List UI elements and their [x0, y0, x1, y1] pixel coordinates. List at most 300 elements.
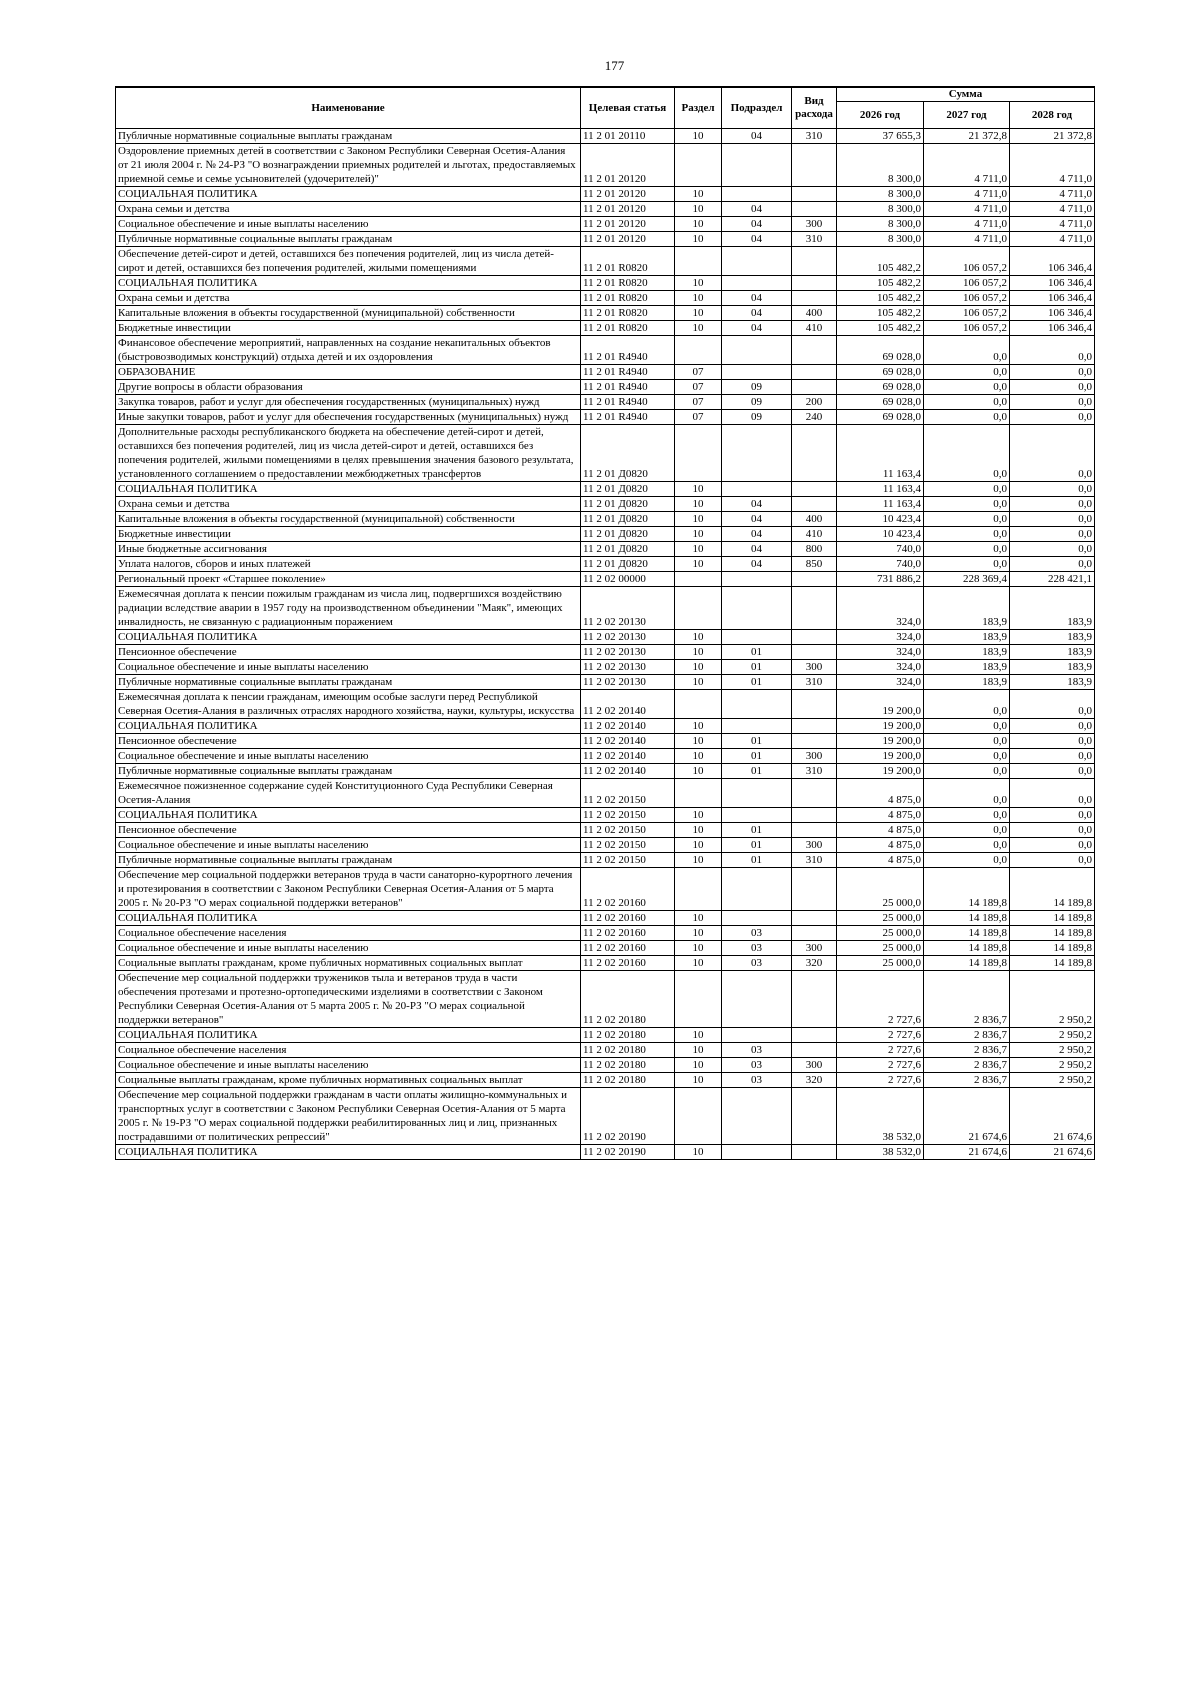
cell-2026: 69 028,0	[837, 380, 924, 395]
cell-expense-type	[792, 336, 837, 365]
cell-2026: 11 163,4	[837, 425, 924, 482]
table-row	[116, 941, 1095, 956]
cell-target: 11 2 02 20180	[581, 1073, 675, 1088]
cell-subsection	[722, 690, 792, 719]
cell-section	[675, 572, 722, 587]
table-row	[116, 587, 1095, 630]
cell-target: 11 2 01 R4940	[581, 365, 675, 380]
cell-2026: 105 482,2	[837, 321, 924, 336]
cell-name: Дополнительные расходы республиканского бюджета на обеспечение детей-сирот и детей, оставшихся без попечения родителей, лиц из числа детей-сирот и детей, оставшихся без попечения родителей, жилыми помещениями в целях превышения значения базового результата, установленного соглашением о предоставлении межбюджетных трансфертов	[116, 425, 581, 482]
cell-expense-type	[792, 808, 837, 823]
cell-target: 11 2 02 20140	[581, 719, 675, 734]
cell-section: 10	[675, 719, 722, 734]
cell-2028: 183,9	[1010, 587, 1095, 630]
table-row	[116, 1043, 1095, 1058]
cell-2028: 0,0	[1010, 823, 1095, 838]
cell-2026: 4 875,0	[837, 808, 924, 823]
cell-name: Охрана семьи и детства	[116, 291, 581, 306]
cell-2027: 106 057,2	[924, 291, 1010, 306]
cell-section	[675, 247, 722, 276]
cell-2028: 14 189,8	[1010, 941, 1095, 956]
cell-target: 11 2 02 20150	[581, 853, 675, 868]
cell-2028: 2 950,2	[1010, 1058, 1095, 1073]
table-row	[116, 823, 1095, 838]
cell-section: 10	[675, 482, 722, 497]
table-row	[116, 187, 1095, 202]
cell-section: 10	[675, 956, 722, 971]
cell-2027: 14 189,8	[924, 911, 1010, 926]
cell-target: 11 2 02 20190	[581, 1088, 675, 1145]
cell-section: 10	[675, 187, 722, 202]
cell-2028: 0,0	[1010, 853, 1095, 868]
cell-2027: 4 711,0	[924, 202, 1010, 217]
cell-2026: 740,0	[837, 557, 924, 572]
cell-target: 11 2 01 R4940	[581, 336, 675, 365]
cell-name: Охрана семьи и детства	[116, 497, 581, 512]
cell-subsection: 04	[722, 129, 792, 144]
table-body	[116, 129, 1095, 1160]
cell-2028: 14 189,8	[1010, 926, 1095, 941]
cell-target: 11 2 02 20140	[581, 749, 675, 764]
cell-subsection	[722, 187, 792, 202]
cell-section: 10	[675, 1043, 722, 1058]
cell-target: 11 2 01 R0820	[581, 247, 675, 276]
cell-section: 10	[675, 749, 722, 764]
budget-table	[115, 86, 1095, 1160]
header-target: Целевая статья	[581, 87, 675, 129]
cell-2027: 0,0	[924, 853, 1010, 868]
cell-2027: 14 189,8	[924, 941, 1010, 956]
cell-expense-type: 310	[792, 675, 837, 690]
cell-section: 10	[675, 838, 722, 853]
cell-expense-type	[792, 497, 837, 512]
cell-2026: 105 482,2	[837, 247, 924, 276]
cell-expense-type: 410	[792, 527, 837, 542]
cell-name: Социальное обеспечение и иные выплаты населению	[116, 660, 581, 675]
cell-2028: 0,0	[1010, 557, 1095, 572]
cell-expense-type: 320	[792, 956, 837, 971]
cell-target: 11 2 02 20150	[581, 779, 675, 808]
table-row	[116, 247, 1095, 276]
cell-2028: 106 346,4	[1010, 276, 1095, 291]
cell-2027: 21 674,6	[924, 1145, 1010, 1160]
cell-2028: 0,0	[1010, 482, 1095, 497]
cell-name: СОЦИАЛЬНАЯ ПОЛИТИКА	[116, 482, 581, 497]
cell-expense-type	[792, 144, 837, 187]
cell-section: 10	[675, 823, 722, 838]
cell-expense-type	[792, 380, 837, 395]
cell-2026: 324,0	[837, 587, 924, 630]
cell-2028: 0,0	[1010, 527, 1095, 542]
cell-2027: 2 836,7	[924, 971, 1010, 1028]
cell-name: Оздоровление приемных детей в соответствии с Законом Республики Северная Осетия-Алания от 21 июля 2004 г. № 24-РЗ "О вознаграждении приемных родителей и льготах, предоставляемых приемной семье и семье усыновителей (удочерителей)"	[116, 144, 581, 187]
table-row	[116, 645, 1095, 660]
cell-2027: 0,0	[924, 365, 1010, 380]
cell-2026: 69 028,0	[837, 395, 924, 410]
cell-expense-type: 300	[792, 749, 837, 764]
cell-section: 10	[675, 660, 722, 675]
table-row	[116, 868, 1095, 911]
cell-expense-type: 310	[792, 853, 837, 868]
cell-target: 11 2 01 Д0820	[581, 527, 675, 542]
cell-2027: 0,0	[924, 395, 1010, 410]
cell-2028: 106 346,4	[1010, 247, 1095, 276]
table-row	[116, 527, 1095, 542]
cell-2026: 4 875,0	[837, 838, 924, 853]
table-row	[116, 336, 1095, 365]
cell-target: 11 2 01 R4940	[581, 410, 675, 425]
cell-name: Охрана семьи и детства	[116, 202, 581, 217]
cell-2027: 106 057,2	[924, 247, 1010, 276]
table-row	[116, 734, 1095, 749]
cell-name: СОЦИАЛЬНАЯ ПОЛИТИКА	[116, 276, 581, 291]
cell-2026: 69 028,0	[837, 336, 924, 365]
cell-2026: 8 300,0	[837, 232, 924, 247]
table-row	[116, 557, 1095, 572]
cell-target: 11 2 02 20130	[581, 660, 675, 675]
cell-expense-type: 320	[792, 1073, 837, 1088]
cell-section: 10	[675, 542, 722, 557]
cell-2028: 14 189,8	[1010, 868, 1095, 911]
cell-target: 11 2 01 20120	[581, 232, 675, 247]
cell-2026: 105 482,2	[837, 276, 924, 291]
cell-2026: 2 727,6	[837, 971, 924, 1028]
cell-2028: 2 950,2	[1010, 1043, 1095, 1058]
cell-2028: 21 372,8	[1010, 129, 1095, 144]
cell-subsection: 04	[722, 542, 792, 557]
cell-target: 11 2 01 R0820	[581, 306, 675, 321]
cell-2027: 183,9	[924, 675, 1010, 690]
cell-section: 10	[675, 630, 722, 645]
cell-2027: 0,0	[924, 497, 1010, 512]
cell-subsection: 04	[722, 217, 792, 232]
cell-target: 11 2 01 20120	[581, 202, 675, 217]
cell-2027: 0,0	[924, 527, 1010, 542]
cell-name: Иные бюджетные ассигнования	[116, 542, 581, 557]
cell-subsection: 03	[722, 941, 792, 956]
cell-2028: 2 950,2	[1010, 1028, 1095, 1043]
cell-target: 11 2 02 20180	[581, 971, 675, 1028]
cell-target: 11 2 02 20130	[581, 630, 675, 645]
table-row	[116, 926, 1095, 941]
cell-name: СОЦИАЛЬНАЯ ПОЛИТИКА	[116, 187, 581, 202]
cell-name: Бюджетные инвестиции	[116, 321, 581, 336]
cell-section: 07	[675, 395, 722, 410]
table-row	[116, 306, 1095, 321]
cell-target: 11 2 02 20180	[581, 1058, 675, 1073]
cell-subsection	[722, 336, 792, 365]
cell-2026: 19 200,0	[837, 719, 924, 734]
cell-name: СОЦИАЛЬНАЯ ПОЛИТИКА	[116, 808, 581, 823]
cell-section: 10	[675, 911, 722, 926]
cell-expense-type	[792, 690, 837, 719]
cell-2027: 0,0	[924, 425, 1010, 482]
cell-name: Публичные нормативные социальные выплаты гражданам	[116, 764, 581, 779]
cell-2026: 2 727,6	[837, 1073, 924, 1088]
cell-2028: 2 950,2	[1010, 1073, 1095, 1088]
cell-name: Социальные выплаты гражданам, кроме публичных нормативных социальных выплат	[116, 956, 581, 971]
table-row	[116, 630, 1095, 645]
cell-2027: 0,0	[924, 764, 1010, 779]
cell-section: 10	[675, 645, 722, 660]
cell-expense-type	[792, 1028, 837, 1043]
cell-section: 10	[675, 1028, 722, 1043]
cell-2026: 2 727,6	[837, 1058, 924, 1073]
cell-2028: 4 711,0	[1010, 202, 1095, 217]
cell-expense-type: 310	[792, 232, 837, 247]
cell-target: 11 2 01 Д0820	[581, 557, 675, 572]
cell-subsection: 04	[722, 232, 792, 247]
cell-name: Пенсионное обеспечение	[116, 645, 581, 660]
table-row	[116, 749, 1095, 764]
cell-expense-type	[792, 645, 837, 660]
table-header	[116, 87, 1095, 129]
cell-expense-type: 300	[792, 660, 837, 675]
table-row	[116, 425, 1095, 482]
cell-name: Ежемесячное пожизненное содержание судей Конституционного Суда Республики Северная Осетия-Алания	[116, 779, 581, 808]
cell-2027: 0,0	[924, 823, 1010, 838]
cell-expense-type	[792, 425, 837, 482]
cell-subsection	[722, 482, 792, 497]
cell-subsection	[722, 719, 792, 734]
cell-2026: 105 482,2	[837, 291, 924, 306]
cell-2026: 11 163,4	[837, 497, 924, 512]
cell-expense-type: 200	[792, 395, 837, 410]
cell-target: 11 2 01 R4940	[581, 395, 675, 410]
cell-subsection: 01	[722, 660, 792, 675]
cell-subsection	[722, 779, 792, 808]
cell-subsection: 09	[722, 395, 792, 410]
cell-subsection	[722, 911, 792, 926]
cell-expense-type	[792, 247, 837, 276]
cell-name: СОЦИАЛЬНАЯ ПОЛИТИКА	[116, 719, 581, 734]
cell-2028: 4 711,0	[1010, 144, 1095, 187]
cell-target: 11 2 01 Д0820	[581, 497, 675, 512]
cell-target: 11 2 01 R0820	[581, 291, 675, 306]
cell-2028: 0,0	[1010, 764, 1095, 779]
cell-2026: 4 875,0	[837, 823, 924, 838]
cell-subsection	[722, 247, 792, 276]
cell-section: 10	[675, 1145, 722, 1160]
cell-2027: 2 836,7	[924, 1028, 1010, 1043]
header-name: Наименование	[116, 87, 581, 129]
cell-2027: 106 057,2	[924, 276, 1010, 291]
cell-name: Пенсионное обеспечение	[116, 823, 581, 838]
cell-expense-type	[792, 630, 837, 645]
cell-section: 10	[675, 853, 722, 868]
cell-2026: 2 727,6	[837, 1028, 924, 1043]
cell-section: 10	[675, 926, 722, 941]
cell-subsection: 03	[722, 956, 792, 971]
cell-subsection	[722, 365, 792, 380]
cell-2028: 0,0	[1010, 395, 1095, 410]
cell-2027: 183,9	[924, 645, 1010, 660]
cell-expense-type	[792, 719, 837, 734]
cell-subsection: 01	[722, 734, 792, 749]
cell-target: 11 2 02 20160	[581, 941, 675, 956]
cell-target: 11 2 02 20130	[581, 675, 675, 690]
cell-section: 07	[675, 380, 722, 395]
cell-expense-type	[792, 868, 837, 911]
table-row	[116, 779, 1095, 808]
cell-2026: 10 423,4	[837, 527, 924, 542]
cell-2028: 2 950,2	[1010, 971, 1095, 1028]
cell-2027: 0,0	[924, 482, 1010, 497]
cell-subsection: 01	[722, 645, 792, 660]
cell-target: 11 2 02 20130	[581, 587, 675, 630]
cell-name: Капитальные вложения в объекты государственной (муниципальной) собственности	[116, 306, 581, 321]
cell-2028: 0,0	[1010, 808, 1095, 823]
cell-section: 10	[675, 202, 722, 217]
cell-target: 11 2 02 20140	[581, 690, 675, 719]
cell-name: Пенсионное обеспечение	[116, 734, 581, 749]
cell-name: Финансовое обеспечение мероприятий, направленных на создание некапитальных объектов (быстровозводимых конструкций) отдыха детей и их оздоровления	[116, 336, 581, 365]
cell-2027: 183,9	[924, 660, 1010, 675]
cell-2028: 14 189,8	[1010, 956, 1095, 971]
cell-name: Уплата налогов, сборов и иных платежей	[116, 557, 581, 572]
page-number: 177	[604, 58, 625, 73]
cell-2026: 740,0	[837, 542, 924, 557]
cell-target: 11 2 02 20150	[581, 823, 675, 838]
cell-2026: 37 655,3	[837, 129, 924, 144]
cell-section: 10	[675, 129, 722, 144]
cell-2027: 183,9	[924, 587, 1010, 630]
header-section: Раздел	[675, 87, 722, 129]
cell-2028: 183,9	[1010, 675, 1095, 690]
cell-2026: 25 000,0	[837, 941, 924, 956]
table-row	[116, 838, 1095, 853]
table-row	[116, 719, 1095, 734]
table-row	[116, 217, 1095, 232]
cell-subsection: 03	[722, 926, 792, 941]
cell-2026: 4 875,0	[837, 779, 924, 808]
cell-target: 11 2 01 Д0820	[581, 542, 675, 557]
cell-name: Региональный проект «Старшее поколение»	[116, 572, 581, 587]
cell-target: 11 2 01 R0820	[581, 276, 675, 291]
cell-2028: 0,0	[1010, 838, 1095, 853]
cell-2026: 8 300,0	[837, 187, 924, 202]
cell-target: 11 2 02 20140	[581, 734, 675, 749]
cell-name: СОЦИАЛЬНАЯ ПОЛИТИКА	[116, 1028, 581, 1043]
cell-subsection: 04	[722, 306, 792, 321]
cell-target: 11 2 02 00000	[581, 572, 675, 587]
cell-section: 10	[675, 941, 722, 956]
cell-2028: 106 346,4	[1010, 321, 1095, 336]
cell-2028: 0,0	[1010, 410, 1095, 425]
cell-subsection: 01	[722, 838, 792, 853]
cell-name: СОЦИАЛЬНАЯ ПОЛИТИКА	[116, 911, 581, 926]
table-row	[116, 232, 1095, 247]
cell-name: Социальное обеспечение населения	[116, 1043, 581, 1058]
cell-2027: 0,0	[924, 542, 1010, 557]
cell-expense-type	[792, 734, 837, 749]
cell-target: 11 2 01 20120	[581, 144, 675, 187]
cell-subsection: 01	[722, 675, 792, 690]
cell-2028: 183,9	[1010, 630, 1095, 645]
cell-name: ОБРАЗОВАНИЕ	[116, 365, 581, 380]
table-row	[116, 853, 1095, 868]
table-row	[116, 808, 1095, 823]
cell-subsection	[722, 572, 792, 587]
cell-section	[675, 971, 722, 1028]
table-row	[116, 764, 1095, 779]
cell-2027: 2 836,7	[924, 1058, 1010, 1073]
cell-expense-type	[792, 926, 837, 941]
cell-expense-type: 300	[792, 838, 837, 853]
cell-subsection: 03	[722, 1058, 792, 1073]
cell-name: Социальное обеспечение и иные выплаты населению	[116, 749, 581, 764]
header-subsection: Подраздел	[722, 87, 792, 129]
cell-section	[675, 779, 722, 808]
cell-section: 10	[675, 497, 722, 512]
header-2026: 2026 год	[837, 102, 924, 129]
cell-expense-type	[792, 911, 837, 926]
cell-2028: 183,9	[1010, 645, 1095, 660]
cell-2027: 106 057,2	[924, 306, 1010, 321]
cell-2026: 731 886,2	[837, 572, 924, 587]
cell-section: 10	[675, 527, 722, 542]
cell-name: Социальное обеспечение и иные выплаты населению	[116, 941, 581, 956]
cell-name: Социальное обеспечение и иные выплаты населению	[116, 1058, 581, 1073]
header-expense-type: Вид расхода	[792, 87, 837, 129]
cell-name: Обеспечение мер социальной поддержки гражданам в части оплаты жилищно-коммунальных и транспортных услуг в соответствии с Законом Республики Северная Осетия-Алания от 5 марта 2005 г. № 19-РЗ "О мерах социальной поддержки реабилитированных лиц и лиц, признанных пострадавшими от политических репрессий"	[116, 1088, 581, 1145]
cell-section: 10	[675, 276, 722, 291]
cell-name: Социальное обеспечение и иные выплаты населению	[116, 217, 581, 232]
cell-target: 11 2 02 20180	[581, 1028, 675, 1043]
cell-name: Капитальные вложения в объекты государственной (муниципальной) собственности	[116, 512, 581, 527]
cell-subsection	[722, 1145, 792, 1160]
cell-subsection	[722, 808, 792, 823]
cell-2027: 0,0	[924, 734, 1010, 749]
cell-2027: 4 711,0	[924, 217, 1010, 232]
table-row	[116, 410, 1095, 425]
cell-2026: 38 532,0	[837, 1145, 924, 1160]
cell-2027: 4 711,0	[924, 144, 1010, 187]
cell-name: Обеспечение мер социальной поддержки ветеранов труда в части санаторно-курортного лечения и протезирования в соответствии с Законом Республики Северная Осетия-Алания от 5 марта 2005 г. № 20-РЗ "О мерах социальной поддержки ветеранов"	[116, 868, 581, 911]
cell-name: Бюджетные инвестиции	[116, 527, 581, 542]
cell-subsection: 01	[722, 764, 792, 779]
cell-subsection	[722, 868, 792, 911]
cell-2026: 105 482,2	[837, 306, 924, 321]
cell-expense-type: 410	[792, 321, 837, 336]
cell-expense-type	[792, 823, 837, 838]
cell-2026: 25 000,0	[837, 926, 924, 941]
table-row	[116, 291, 1095, 306]
cell-2028: 228 421,1	[1010, 572, 1095, 587]
cell-target: 11 2 02 20150	[581, 808, 675, 823]
cell-2026: 19 200,0	[837, 749, 924, 764]
cell-target: 11 2 02 20180	[581, 1043, 675, 1058]
cell-2028: 14 189,8	[1010, 911, 1095, 926]
cell-2026: 8 300,0	[837, 202, 924, 217]
cell-2026: 2 727,6	[837, 1043, 924, 1058]
cell-2026: 4 875,0	[837, 853, 924, 868]
cell-subsection: 03	[722, 1073, 792, 1088]
cell-section: 10	[675, 734, 722, 749]
cell-expense-type	[792, 1145, 837, 1160]
cell-2028: 4 711,0	[1010, 217, 1095, 232]
cell-target: 11 2 02 20190	[581, 1145, 675, 1160]
cell-2026: 8 300,0	[837, 144, 924, 187]
cell-subsection	[722, 1028, 792, 1043]
cell-2027: 14 189,8	[924, 926, 1010, 941]
table-row	[116, 129, 1095, 144]
header-2028: 2028 год	[1010, 102, 1095, 129]
cell-2026: 324,0	[837, 630, 924, 645]
cell-name: Публичные нормативные социальные выплаты гражданам	[116, 232, 581, 247]
cell-2027: 0,0	[924, 779, 1010, 808]
table-row	[116, 1088, 1095, 1145]
